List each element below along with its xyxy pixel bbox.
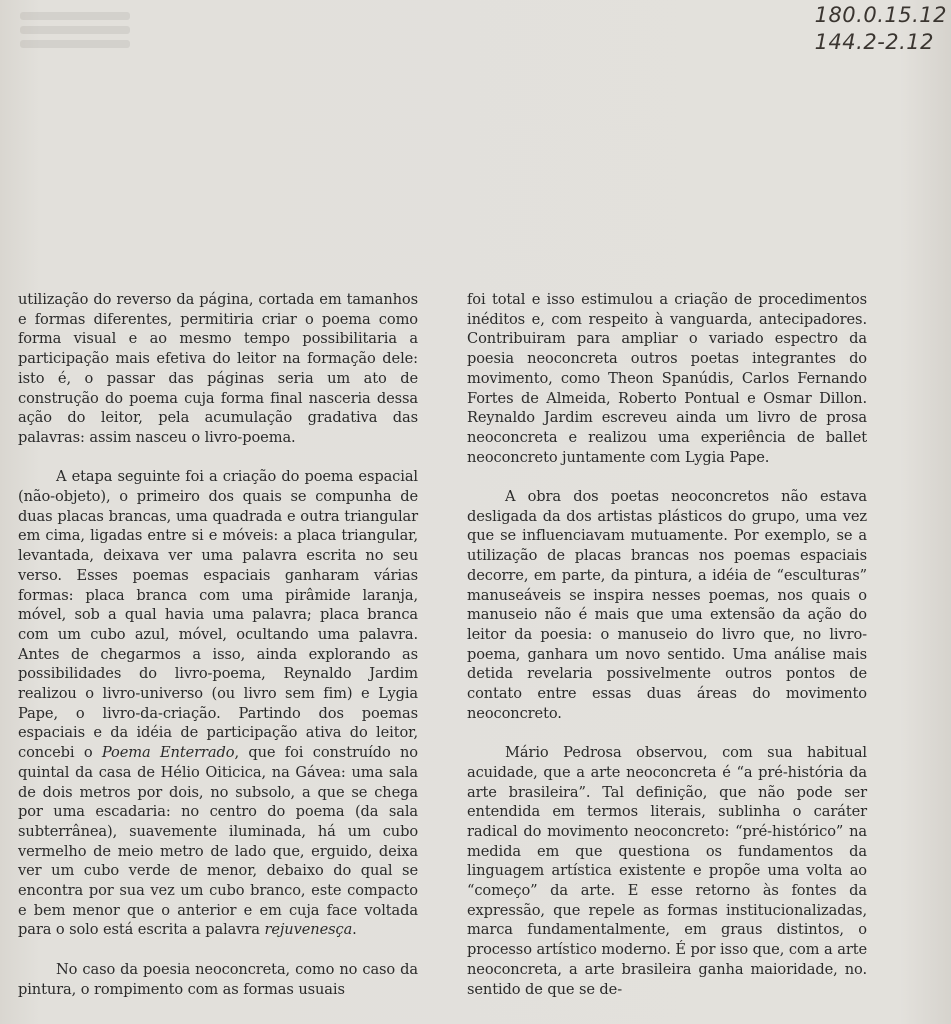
left-paragraph-2: [18, 467, 418, 940]
rejuvenesca-word: rejuvenesça: [264, 921, 353, 939]
right-text-column: [467, 290, 867, 1019]
handwritten-note-line-2: 144.2-2.12: [814, 30, 935, 54]
left-text-column: [18, 290, 418, 1019]
right-paragraph-2: A obra dos poetas neoconcretos não estava desligada da dos artistas plásticos do grupo, uma vez que se influenciavam mutuamente. Por exemplo, se a utilização de placas brancas nos poemas espaciais decorre, em parte, da pintura, a idéia de “esculturas” manuseáveis se inspira nesses poemas, nos quais o manuseio não é mais que uma extensão da ação do leitor da poesia: o manuseio do livro que, no livro-poema, ganhara um novo sentido. Uma análise mais detida revelaria possivelmente outros pontos de contato entre essas duas áreas do movimento neoconcreto.: [467, 488, 867, 722]
left-paragraph-3: No caso da poesia neoconcreta, como no caso da pintura, o rompimento com as formas usuais: [18, 960, 418, 998]
handwritten-catalog-note: [815, 2, 947, 56]
left-paragraph-2-part-b: , que foi construído no quintal da casa de Hélio Oiticica, na Gávea: uma sala de dois metros por dois, no subsolo, a que se chega por uma escadaria: no centro do poema (da sala subterrânea), suavemente iluminada, há um cubo vermelho de meio metro de lado que, erguido, deixa ver um cubo verde de menor, debaixo do qual se encontra por sua vez um cubo branco, este compacto e bem menor que o anterior e em cuja face voltada para o solo está escrita a palavra: [18, 744, 418, 939]
right-paragraph-3: Mário Pedrosa observou, com sua habitual acuidade, que a arte neoconcreta é “a pré-história da arte brasileira”. Tal definição, que não pode ser entendida em termos literais, sublinha o caráter radical do movimento neoconcreto: “pré-histórico” na medida em que questiona os fundamentos da linguagem artística existente e propõe uma volta ao “começo” da arte. E esse retorno às fontes da expressão, que repele as formas institucionalizadas, marca fundamentalmente, em graus distintos, o processo artístico moderno. É por isso que, com a arte neoconcreta, a arte brasileira ganha maioridade, no. sentido de que se de-: [467, 744, 867, 998]
right-paragraph-1: foi total e isso estimulou a criação de procedimentos inéditos e, com respeito à vanguarda, antecipadores. Contribuiram para ampliar o variado espectro da poesia neoconcreta outros poetas integrantes do movimento, como Theon Spanúdis, Carlos Fernando Fortes de Almeida, Roberto Pontual e Osmar Dillon. Reynaldo Jardim escreveu ainda um livro de prosa neoconcreta e realizou uma experiência de ballet neoconcreto juntamente com Lygia Pape.: [467, 291, 867, 466]
left-paragraph-2-part-c: .: [352, 921, 357, 939]
left-paragraph-2-part-a: A etapa seguinte foi a criação do poema espacial (não-objeto), o primeiro dos quais se compunha de duas placas brancas, uma quadrada e outra triangular em cima, ligadas entre si e móveis: a placa triangular, levantada, deixava ver uma palavra escrita no seu verso. Esses poemas espaciais ganharam várias formas: placa branca com uma pirâmide laranja, móvel, sob a qual havia uma palavra; placa branca com um cubo azul, móvel, ocultando uma palavra. Antes de chegarmos a isso, ainda explorando as possibilidades do livro-poema, Reynaldo Jardim realizou o livro-universo (ou livro sem fim) e Lygia Pape, o livro-da-criação. Partindo dos poemas espaciais e da idéia de participação ativa do leitor, concebi o: [18, 468, 418, 762]
faded-stamp: [20, 6, 130, 54]
handwritten-note-line-1: 180.0.15.12: [814, 3, 947, 27]
poema-enterrado-title: Poema Enterrado: [101, 744, 235, 762]
left-paragraph-1: utilização do reverso da página, cortada em tamanhos e formas diferentes, permitiria criar o poema como forma visual e ao mesmo tempo possibilitaria a participação mais efetiva do leitor na formação dele: isto é, o passar das páginas seria um ato de construção do poema cuja forma final nasceria dessa ação do leitor, pela acumulação gradativa das palavras: assim nasceu o livro-poema.: [18, 291, 418, 446]
